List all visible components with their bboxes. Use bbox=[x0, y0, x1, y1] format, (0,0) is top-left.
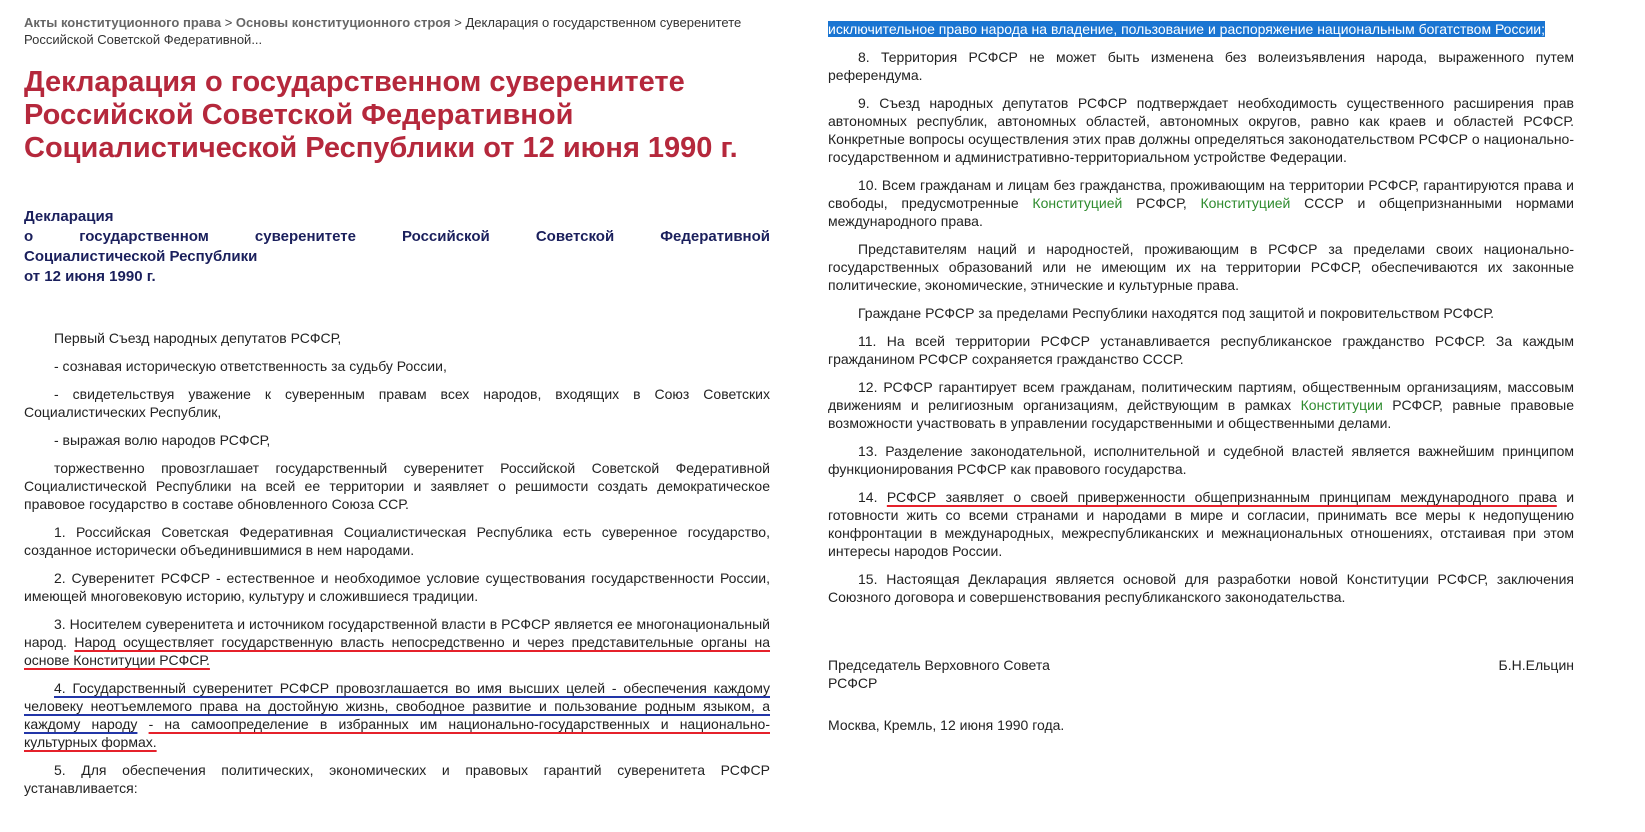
paragraph bbox=[828, 176, 1574, 230]
signature-block bbox=[828, 656, 1574, 696]
paragraph bbox=[828, 488, 1574, 560]
paragraph: - свидетельствуя уважение к суверенным правам всех народов, входящих в Союз Советских Социалистических Республик, bbox=[24, 386, 770, 420]
subhead-line: Декларация bbox=[24, 208, 114, 225]
paragraph: 8. Территория РСФСР не может быть изменена без волеизъявления народа, выраженного путем референдума. bbox=[828, 49, 1574, 83]
paragraph: Представителям наций и народностей, проживающим в РСФСР за пределами своих национально-государственных образований или не имеющим их на территории РСФСР, обеспечиваются их законные политические, экономические, этнические и культурные права. bbox=[828, 241, 1574, 293]
document-body-right bbox=[828, 20, 1574, 606]
constitution-ussr-link[interactable]: Конституцией bbox=[1200, 195, 1291, 211]
subhead-line: Социалистической Республики bbox=[24, 248, 258, 265]
subhead-line: от 12 июня 1990 г. bbox=[24, 268, 156, 285]
signatory-role: Председатель Верховного Совета РСФСР bbox=[828, 657, 1050, 691]
paragraph: 11. На всей территории РСФСР устанавливается республиканское гражданство РСФСР. За каждым гражданином РСФСР сохраняется гражданство СССР. bbox=[828, 333, 1574, 367]
paragraph-text: 3. Носителем суверенитета и источником государственной власти в РСФСР является ее многонациональный народ. bbox=[24, 616, 770, 650]
paragraph-text: РСФСР, bbox=[1136, 195, 1187, 211]
blue-underlined-text: 4. Государственный суверенитет РСФСР провозглашается во имя высших целей - обеспечения каждому человеку неотъемлемого права на достойную жизнь, свободное развитие и пользование родным языком, а каждому народу bbox=[24, 680, 770, 732]
paragraph: 2. Суверенитет РСФСР - естественное и необходимое условие существования государственности России, имеющей многовековую историю, культуру и сложившиеся традиции. bbox=[24, 570, 770, 604]
paragraph: Граждане РСФСР за пределами Республики находятся под защитой и покровительством РСФСР. bbox=[858, 305, 1494, 321]
paragraph bbox=[24, 679, 770, 751]
paragraph: Первый Съезд народных депутатов РСФСР, bbox=[54, 330, 342, 346]
document-subheading bbox=[24, 207, 770, 287]
paragraph: 13. Разделение законодательной, исполнительной и судебной властей является важнейшим принципом функционирования РСФСР как правового государства. bbox=[828, 443, 1574, 477]
document-body-left bbox=[24, 329, 770, 797]
paragraph: 15. Настоящая Декларация является основой для разработки новой Конституции РСФСР, заключения Союзного договора и совершенствования республиканского законодательства. bbox=[828, 571, 1574, 605]
breadcrumb-link-constitutional-basics[interactable]: Основы конституционного строя bbox=[235, 15, 451, 30]
paragraph: 1. Российская Советская Федеративная Социалистическая Республика есть суверенное государство, созданное исторически объединившимися в нем народами. bbox=[24, 524, 770, 558]
breadcrumb-link-constitutional-acts[interactable]: Акты конституционного права bbox=[24, 15, 222, 30]
place-and-date: Москва, Кремль, 12 июня 1990 года. bbox=[828, 717, 1065, 733]
breadcrumb-current: Декларация о государственном суверенитете Российской Советской Федеративной... bbox=[24, 15, 742, 47]
breadcrumb-separator: > bbox=[454, 15, 462, 30]
paragraph-text: СССР и общепризнанными нормами международного права. bbox=[828, 195, 1574, 229]
red-underlined-text: РСФСР заявляет о своей приверженности общепризнанным принципам международного права bbox=[886, 489, 1557, 505]
paragraph: - сознавая историческую ответственность за судьбу России, bbox=[54, 358, 447, 374]
paragraph bbox=[828, 378, 1574, 432]
constitution-link[interactable]: Конституции bbox=[1300, 397, 1383, 413]
paragraph: торжественно провозглашает государственный суверенитет Российской Советской Федеративной Социалистической Республики на всей ее территории и заявляет о решимости создать демократическое правовое государство в составе обновленного Союза ССР. bbox=[24, 460, 770, 512]
paragraph-text: 14. bbox=[858, 489, 878, 505]
red-underlined-text: Народ осуществляет государственную власть непосредственно и через представительные органы на основе Конституции РСФСР. bbox=[24, 634, 770, 668]
paragraph: 5. Для обеспечения политических, экономических и правовых гарантий суверенитета РСФСР устанавливается: bbox=[24, 762, 770, 796]
paragraph: - выражая волю народов РСФСР, bbox=[54, 432, 271, 448]
paragraph-text: РСФСР, равные правовые возможности участвовать в управлении государственными и общественными делами. bbox=[828, 397, 1574, 431]
paragraph-text: и готовности жить со всеми странами и народами в мире и согласии, принимать все меры к недопущению конфронтации в международных, межреспубликанских и межнациональных отношениях, отстаивая при этом интересы народов России. bbox=[828, 489, 1575, 559]
paragraph bbox=[24, 615, 770, 669]
page-title: Декларация о государственном суверенитете Российской Советской Федеративной Социалистической Республики от 12 июня 1990 г. bbox=[24, 66, 738, 164]
paragraph bbox=[828, 20, 1574, 38]
constitution-rsfsr-link[interactable]: Конституцией bbox=[1032, 195, 1123, 211]
paragraph: 9. Съезд народных депутатов РСФСР подтверждает необходимость существенного расширения прав автономных республик, автономных областей, автономных округов, равно как краев и областей РСФСР. Конкретные вопросы осуществления этих прав должны определяться законодательством РСФСР о национально-государственном и административно-территориальном устройстве Федерации. bbox=[828, 95, 1574, 165]
right-column bbox=[828, 0, 1574, 734]
left-column bbox=[24, 0, 770, 807]
red-underlined-text: - на самоопределение в избранных им национально-государственных и национально-культурных формах. bbox=[24, 716, 770, 750]
paragraph-text: 12. РСФСР гарантирует всем гражданам, политическим партиям, общественным организациям, массовым движениям и религиозным организациям, действующим в рамках bbox=[828, 379, 1574, 413]
breadcrumb-separator: > bbox=[224, 15, 233, 30]
selected-text[interactable]: исключительное право народа на владение, пользование и распоряжение национальным богатством России; bbox=[828, 21, 1546, 37]
paragraph-text: 10. Всем гражданам и лицам без гражданства, проживающим на территории РСФСР, гарантируются права и свободы, предусмотренные bbox=[828, 177, 1574, 211]
signatory-name: Б.Н.Ельцин bbox=[1498, 657, 1574, 673]
subhead-line: о государственном суверенитете Российской Советской Федеративной bbox=[24, 228, 770, 245]
breadcrumb bbox=[24, 14, 770, 48]
